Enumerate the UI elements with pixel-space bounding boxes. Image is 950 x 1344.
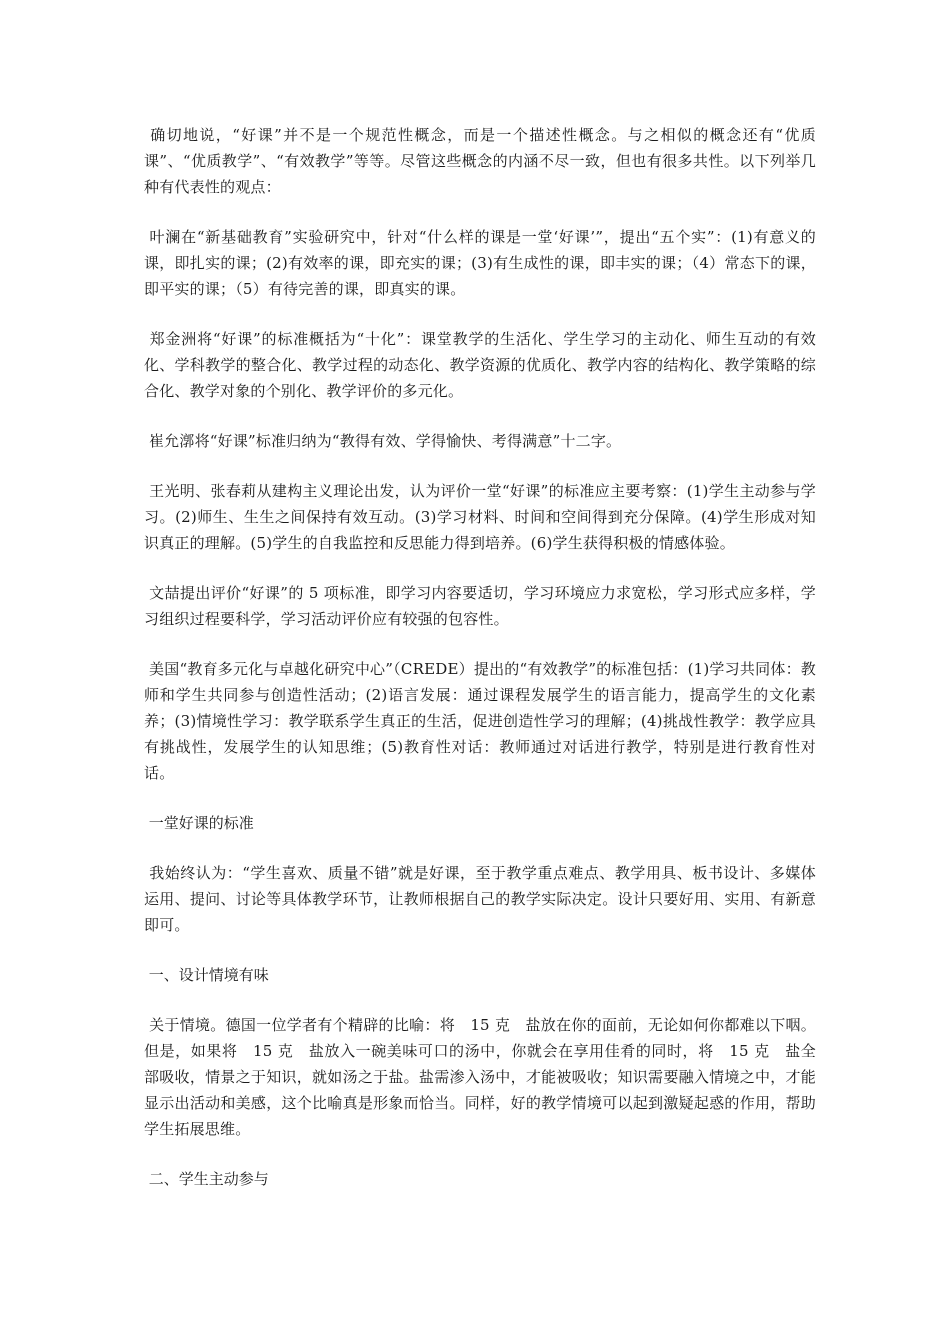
paragraph-intro: 确切地说，“好课”并不是一个规范性概念，而是一个描述性概念。与之相似的概念还有“优质课”、“优质教学”、“有效教学”等等。尽管这些概念的内涵不尽一致，但也有很多共性。以下列举几种有代表性的观点： bbox=[144, 126, 817, 196]
paragraph-ye-lan: 叶澜在“新基础教育”实验研究中，针对“什么样的课是一堂‘好课’”，提出“五个实”：(1)有意义的课，即扎实的课；(2)有效率的课，即充实的课；(3)有生成性的课，即丰实的课；（4）常态下的课，即平实的课；（5）有待完善的课，即真实的课。 bbox=[144, 228, 817, 298]
section-heading-one: 一、设计情境有味 bbox=[144, 966, 269, 984]
paragraph-zheng-jinzhou: 郑金洲将“好课”的标准概括为“十化”：课堂教学的生活化、学生学习的主动化、师生互动的有效化、学科教学的整合化、教学过程的动态化、教学资源的优质化、教学内容的结构化、教学策略的综合化、教学对象的个别化、教学评价的多元化。 bbox=[144, 330, 817, 400]
paragraph-my-view: 我始终认为：“学生喜欢、质量不错”就是好课，至于教学重点难点、教学用具、板书设计、多媒体运用、提问、讨论等具体教学环节，让教师根据自己的教学实际决定。设计只要好用、实用、有新意即可。 bbox=[144, 864, 816, 934]
paragraph-cui-yunhuo: 崔允漷将“好课”标准归纳为“教得有效、学得愉快、考得满意”十二字。 bbox=[144, 432, 622, 450]
paragraph-crede: 美国“教育多元化与卓越化研究中心”（CREDE）提出的“有效教学”的标准包括：(1)学习共同体：教师和学生共同参与创造性活动；(2)语言发展：通过课程发展学生的语言能力，提高学生的文化素养；(3)情境性学习：教学联系学生真正的生活，促进创造性学习的理解；(4)挑战性教学：教学应具有挑战性，发展学生的认知思维；(5)教育性对话：教师通过对话进行教学，特别是进行教育性对话。 bbox=[144, 660, 816, 782]
paragraph-wen-zhe: 文喆提出评价“好课”的 5 项标准，即学习内容要适切，学习环境应力求宽松，学习形式应多样，学习组织过程要科学，学习活动评价应有较强的包容性。 bbox=[144, 584, 816, 628]
paragraph-wang-zhang: 王光明、张春莉从建构主义理论出发，认为评价一堂“好课”的标准应主要考察：(1)学生主动参与学习。(2)师生、生生之间保持有效互动。(3)学习材料、时间和空间得到充分保障。(4)学生形成对知识真正的理解。(5)学生的自我监控和反思能力得到培养。(6)学生获得积极的情感体验。 bbox=[144, 482, 817, 552]
section-heading-two: 二、学生主动参与 bbox=[144, 1170, 269, 1188]
document-page bbox=[144, 122, 816, 1216]
section-heading-standards: 一堂好课的标准 bbox=[144, 814, 254, 832]
paragraph-situation: 关于情境。德国一位学者有个精辟的比喻：将 15 克 盐放在你的面前，无论如何你都难以下咽。但是，如果将 15 克 盐放入一碗美味可口的汤中，你就会在享用佳肴的同时，将 15 克 盐全部吸收，情景之于知识，就如汤之于盐。盐需渗入汤中，才能被吸收；知识需要融入情境之中，才能显示出活动和美感，这个比喻真是形象而恰当。同样，好的教学情境可以起到激疑起惑的作用，帮助学生拓展思维。 bbox=[144, 1016, 817, 1138]
